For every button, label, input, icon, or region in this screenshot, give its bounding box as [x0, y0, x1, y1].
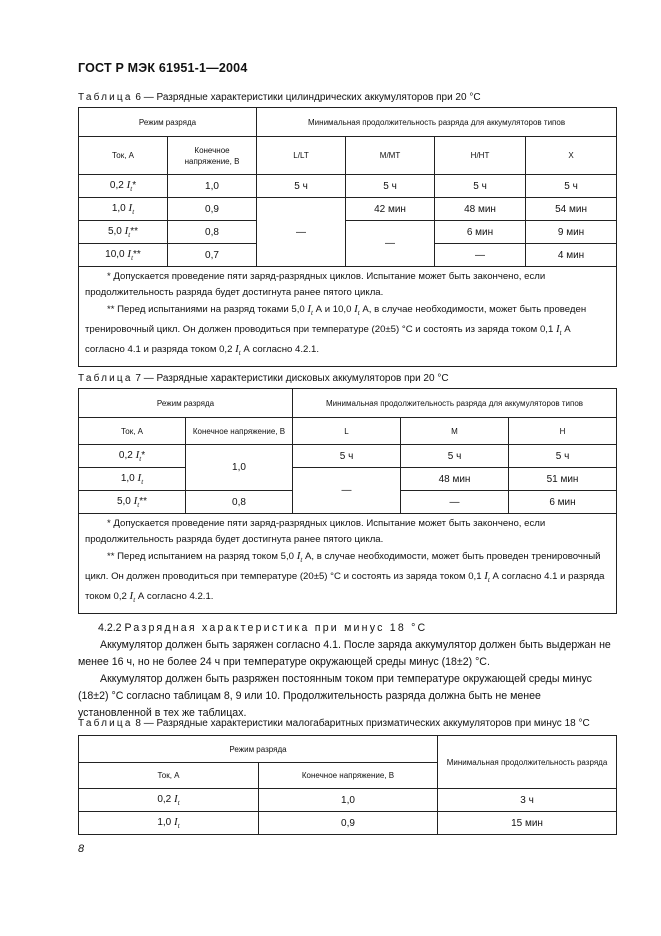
table7-notes [79, 514, 617, 614]
page-number: 8 [78, 843, 85, 855]
current-value: 0,2 [118, 449, 133, 461]
table6-caption-text: 6 — Разрядные характеристики цилиндрических аккумуляторов при 20 °C [135, 92, 481, 103]
table7-col-current: Ток, А [79, 418, 186, 445]
table6-note2: ** Перед испытаниями на разряд токами 5,0 $I_t$ А и 10,0 $I_t$ А, в случае необходимости, может быть проведен тренировочный цикл. Он должен проводиться при температуре (20±5) °C и состоять из заряда током 0,1 $I_t$ А согласно 4.1 и разряда током 0,2 $I_t$ А согласно 4.2.1. [85, 303, 587, 358]
duration-cell: 6 мин [509, 491, 617, 514]
table6-type-l: L/LT [257, 137, 346, 175]
duration-cell: 3 ч [438, 789, 617, 812]
table8 [78, 735, 617, 835]
current-symbol: $I_t$ [484, 570, 490, 585]
current-symbol: $I_t$ [307, 303, 313, 318]
voltage-cell: 1,0 [168, 175, 257, 198]
table8-mode-header: Режим разряда [79, 736, 438, 763]
current-symbol: $I_t$ [127, 247, 134, 263]
duration-cell: 5 ч [293, 445, 401, 468]
duration-cell: 42 мин [346, 198, 435, 221]
current-symbol: $I_t$ [133, 494, 140, 510]
duration-cell: 5 ч [401, 445, 509, 468]
duration-cell: — [401, 491, 509, 514]
table-row [79, 175, 617, 198]
section-paragraph-1: Аккумулятор должен быть заряжен согласно 4.1. После заряда аккумулятор должен быть выдержан не менее 16 ч, но не более 24 ч при температуре окружающей среды минус (18±2) °C. [78, 639, 611, 668]
table7-caption [78, 373, 449, 384]
current-value: 0,2 [109, 179, 124, 191]
table6-col-voltage: Конечное напряжение, В [168, 137, 257, 175]
duration-cell: 48 мин [401, 468, 509, 491]
table7-col-voltage: Конечное напряжение, В [186, 418, 293, 445]
voltage-cell: 0,9 [259, 812, 438, 835]
current-symbol: $I_t$ [296, 550, 303, 565]
table8-caption-label: Таблица [78, 718, 133, 729]
footnote-mark: ** [133, 248, 141, 260]
section-title: 4.2.2 Разрядная характеристика при минус 18 °C [98, 622, 428, 634]
current-value: 10,0 [105, 248, 125, 260]
table6-min-header: Минимальная продолжительность разряда для аккумуляторов типов [257, 108, 617, 137]
duration-cell: 5 ч [257, 175, 346, 198]
current-symbol: $I_t$ [174, 792, 180, 808]
table7-type-l: L [293, 418, 401, 445]
table8-col-current: Ток, А [79, 763, 259, 789]
table7-mode-header: Режим разряда [79, 389, 293, 418]
current-symbol: $I_t$ [129, 590, 136, 605]
duration-cell: 9 мин [526, 221, 617, 244]
table-row [79, 812, 617, 835]
duration-cell: 5 ч [435, 175, 526, 198]
current-symbol: $I_t$ [174, 815, 180, 831]
duration-cell: — [346, 221, 435, 267]
duration-cell: 4 мин [526, 244, 617, 267]
table6-type-m: M/MT [346, 137, 435, 175]
table6 [78, 107, 617, 367]
current-value: 1,0 [120, 472, 135, 484]
current-symbol: $I_t$ [354, 303, 360, 318]
duration-cell: 15 мин [438, 812, 617, 835]
voltage-cell: 1,0 [186, 445, 293, 491]
current-symbol: $I_t$ [137, 471, 144, 487]
table-row [79, 198, 617, 221]
duration-cell: 48 мин [435, 198, 526, 221]
table6-caption-label: Таблица [78, 92, 133, 103]
duration-cell: 5 ч [346, 175, 435, 198]
table8-caption-text: 8 — Разрядные характеристики малогабаритных призматических аккумуляторов при минус 18 °C [135, 718, 590, 729]
current-symbol: $I_t$ [124, 224, 131, 240]
table6-note1: * Допускается проведение пяти заряд-разрядных циклов. Испытание может быть закончено, если продолжительность разряда будет достигнута ранее пятого цикла. [85, 271, 546, 298]
table7-type-m: M [401, 418, 509, 445]
footnote-mark: * [141, 449, 146, 461]
table-row [79, 445, 617, 468]
duration-cell: 6 мин [435, 221, 526, 244]
voltage-cell: 1,0 [259, 789, 438, 812]
table6-col-current: Ток, А [79, 137, 168, 175]
document-header: ГОСТ Р МЭК 61951-1—2004 [78, 61, 248, 75]
table6-mode-header: Режим разряда [79, 108, 257, 137]
duration-cell: 5 ч [526, 175, 617, 198]
table7-min-header: Минимальная продолжительность разряда для аккумуляторов типов [293, 389, 617, 418]
duration-cell: — [435, 244, 526, 267]
table7-caption-text: 7 — Разрядные характеристики дисковых аккумуляторов при 20 °C [135, 373, 449, 384]
current-symbol: $I_t$ [135, 448, 142, 464]
table7-note2: ** Перед испытанием на разряд током 5,0 $I_t$ А, в случае необходимости, может быть проведен тренировочный цикл. Он должен проводиться при температуре (20±5) °C и состоять из заряда током 0,1 $I_t$ А согласно 4.1 и разряда током 0,2 $I_t$ А согласно 4.2.1. [85, 550, 605, 605]
current-symbol: $I_t$ [126, 178, 133, 194]
section-paragraph-2: Аккумулятор должен быть разряжен постоянным током при температуре окружающей среды минус (18±2) °C согласно таблицам 8, 9 или 10. Продолжительность разряда должна быть не менее установленной в тех же таблицах. [78, 673, 592, 719]
current-value: 5,0 [116, 495, 131, 507]
current-value: 1,0 [111, 202, 126, 214]
duration-cell: 5 ч [509, 445, 617, 468]
current-symbol: $I_t$ [555, 323, 562, 338]
table7-caption-label: Таблица [78, 373, 133, 384]
table8-min-header: Минимальная продолжительность разряда [438, 736, 617, 789]
footnote-mark: ** [139, 495, 148, 507]
current-value: 5,0 [107, 225, 122, 237]
table-row [79, 468, 617, 491]
voltage-cell: 0,8 [168, 221, 257, 244]
table-row [79, 221, 617, 244]
table6-type-x: X [526, 137, 617, 175]
current-symbol: $I_t$ [128, 201, 135, 217]
current-value: 1,0 [157, 816, 172, 828]
table8-col-voltage: Конечное напряжение, В [259, 763, 438, 789]
table7 [78, 388, 617, 614]
footnote-mark: ** [130, 225, 139, 237]
section-4-2-2 [78, 620, 616, 722]
duration-cell: 54 мин [526, 198, 617, 221]
table6-notes [79, 267, 617, 367]
current-symbol: $I_t$ [235, 343, 241, 358]
table7-note1: * Допускается проведение пяти заряд-разрядных циклов. Испытание может быть закончено, если продолжительность разряда будет достигнута ранее пятого цикла. [85, 518, 546, 545]
table7-type-h: H [509, 418, 617, 445]
duration-cell: — [293, 468, 401, 514]
voltage-cell: 0,7 [168, 244, 257, 267]
footnote-mark: * [132, 179, 137, 191]
table-row [79, 789, 617, 812]
table8-caption [78, 718, 590, 729]
table6-caption [78, 92, 481, 103]
current-value: 0,2 [157, 793, 172, 805]
voltage-cell: 0,8 [186, 491, 293, 514]
duration-cell: — [257, 198, 346, 267]
voltage-cell: 0,9 [168, 198, 257, 221]
duration-cell: 51 мин [509, 468, 617, 491]
table6-type-h: H/HT [435, 137, 526, 175]
